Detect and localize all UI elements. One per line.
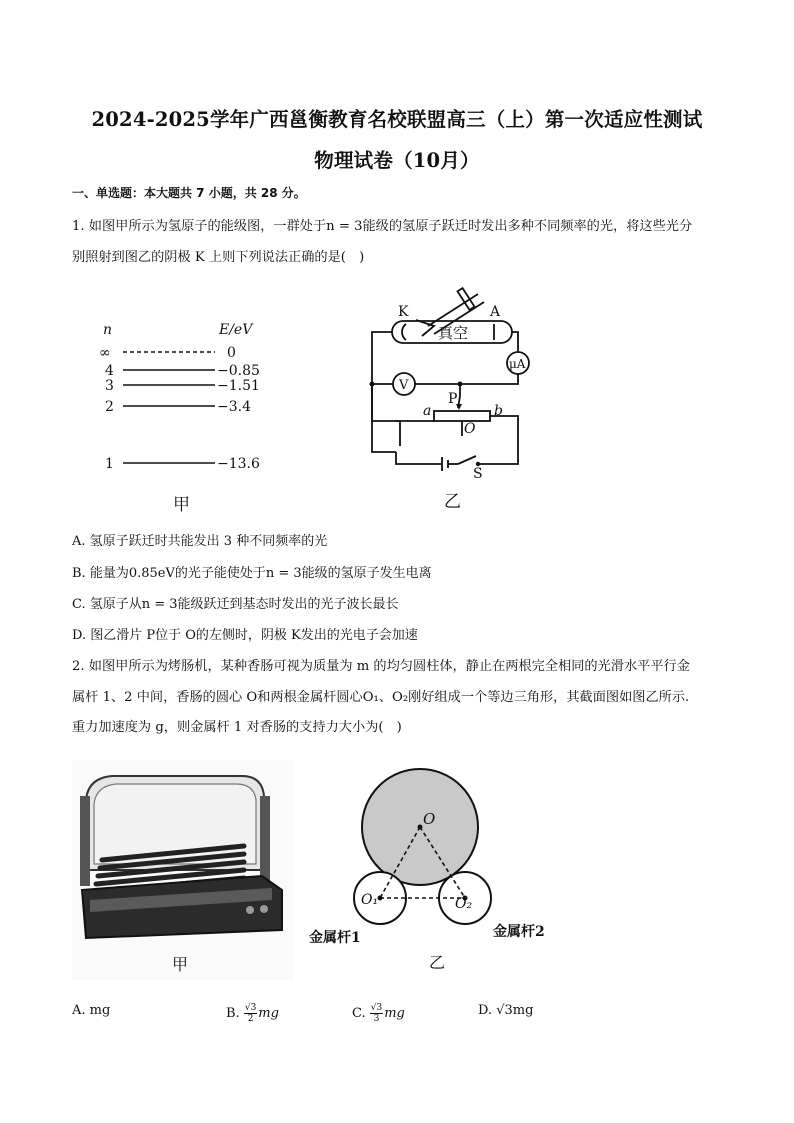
q2-option-c-fraction bbox=[370, 1003, 383, 1024]
label-A: A bbox=[490, 304, 501, 320]
level-E-2: −3.4 bbox=[217, 399, 251, 415]
energy-level-diagram bbox=[95, 314, 285, 519]
section-heading: 一、单选题：本大题共 7 小题，共 28 分。 bbox=[72, 186, 306, 200]
q1-stem-line1: 1. 如图甲所示为氢原子的能级图，一群处于n = 3能级的氢原子跃迁时发出多种不同频率的光，将这些光分 bbox=[72, 219, 693, 234]
label-rod2: 金属杆2 bbox=[493, 924, 545, 940]
level-E-inf: 0 bbox=[227, 345, 236, 361]
label-O1: O₁ bbox=[361, 892, 379, 908]
q2-option-c-num: √3 bbox=[370, 1003, 383, 1013]
label-rod1: 金属杆1 bbox=[309, 930, 361, 946]
level-n-2: 2 bbox=[105, 399, 114, 415]
col-n-label: n bbox=[103, 322, 113, 338]
q2-option-b-den: 2 bbox=[247, 1014, 254, 1024]
label-S: S bbox=[473, 466, 483, 482]
q1-option-d: D. 图乙滑片 P位于 O的左侧时，阴极 K发出的光电子会加速 bbox=[72, 628, 418, 643]
label-center-O: O bbox=[423, 810, 436, 828]
switch bbox=[458, 456, 476, 464]
q2-stem-line3: 重力加速度为 g，则金属杆 1 对香肠的支持力大小为( ) bbox=[72, 720, 402, 735]
q2-option-c bbox=[352, 1003, 405, 1024]
label-K: K bbox=[398, 304, 409, 320]
q2-stem-line2: 属杆 1、2 中间，香肠的圆心 O和两根金属杆圆心O₁、O₂刚好组成一个等边三角形，其截面图如图乙所示. bbox=[72, 690, 690, 705]
sausage-grill-photo bbox=[72, 760, 294, 980]
level-E-1: −13.6 bbox=[217, 456, 260, 472]
level-n-4: 4 bbox=[105, 363, 114, 379]
level-n-1: 1 bbox=[105, 456, 114, 472]
q1-option-c: C. 氢原子从n = 3能级跃迁到基态时发出的光子波长最长 bbox=[72, 597, 399, 612]
q1-option-b: B. 能量为0.85eV的光子能使处于n = 3能级的氢原子发生电离 bbox=[72, 566, 432, 581]
fig-yi-caption: 乙 bbox=[444, 492, 461, 512]
q2-option-c-suffix: mg bbox=[384, 1006, 405, 1021]
fig2-jia-caption: 甲 bbox=[172, 955, 189, 974]
q1-stem-line2: 别照射到图乙的阴极 K 上则下列说法正确的是( ) bbox=[72, 250, 365, 265]
level-n-3: 3 bbox=[105, 378, 114, 394]
level-E-4: −0.85 bbox=[217, 363, 260, 379]
q2-option-d: D. √3mg bbox=[478, 1003, 534, 1018]
label-vacuum: 真空 bbox=[438, 324, 469, 342]
label-O: O bbox=[464, 421, 476, 437]
fig2-yi-caption: 乙 bbox=[429, 953, 446, 972]
rheostat bbox=[434, 411, 490, 421]
col-E-label: E/eV bbox=[219, 322, 253, 338]
q1-option-a: A. 氢原子跃迁时共能发出 3 种不同频率的光 bbox=[72, 534, 328, 549]
level-E-3: −1.51 bbox=[217, 378, 260, 394]
q2-option-b-suffix: mg bbox=[258, 1006, 279, 1021]
fig-jia-caption: 甲 bbox=[173, 495, 190, 515]
q2-option-c-prefix: C. bbox=[352, 1006, 366, 1021]
label-a: a bbox=[423, 403, 432, 419]
q2-option-a: A. mg bbox=[72, 1003, 111, 1018]
sausage-cross-section bbox=[305, 768, 580, 980]
q2-option-b bbox=[226, 1003, 279, 1024]
label-voltmeter: V bbox=[399, 378, 409, 393]
label-O2: O₂ bbox=[455, 896, 473, 912]
paper-subtitle: 物理试卷（10月） bbox=[314, 149, 480, 172]
level-n-inf: ∞ bbox=[99, 345, 111, 361]
paper-title: 2024-2025学年广西邕衡教育名校联盟高三（上）第一次适应性测试 bbox=[91, 108, 703, 131]
q2-option-b-num: √3 bbox=[244, 1003, 257, 1013]
q2-option-c-den: 3 bbox=[373, 1014, 380, 1024]
label-microammeter: μA bbox=[509, 357, 526, 371]
q2-option-b-prefix: B. bbox=[226, 1006, 240, 1021]
q2-option-b-fraction bbox=[244, 1003, 257, 1024]
q2-stem-line1: 2. 如图甲所示为烤肠机，某种香肠可视为质量为 m 的均匀圆柱体，静止在两根完全相同的光滑水平平行金 bbox=[72, 659, 690, 674]
label-b: b bbox=[494, 403, 503, 419]
label-P: P bbox=[448, 391, 458, 407]
photoelectric-circuit bbox=[360, 286, 540, 514]
